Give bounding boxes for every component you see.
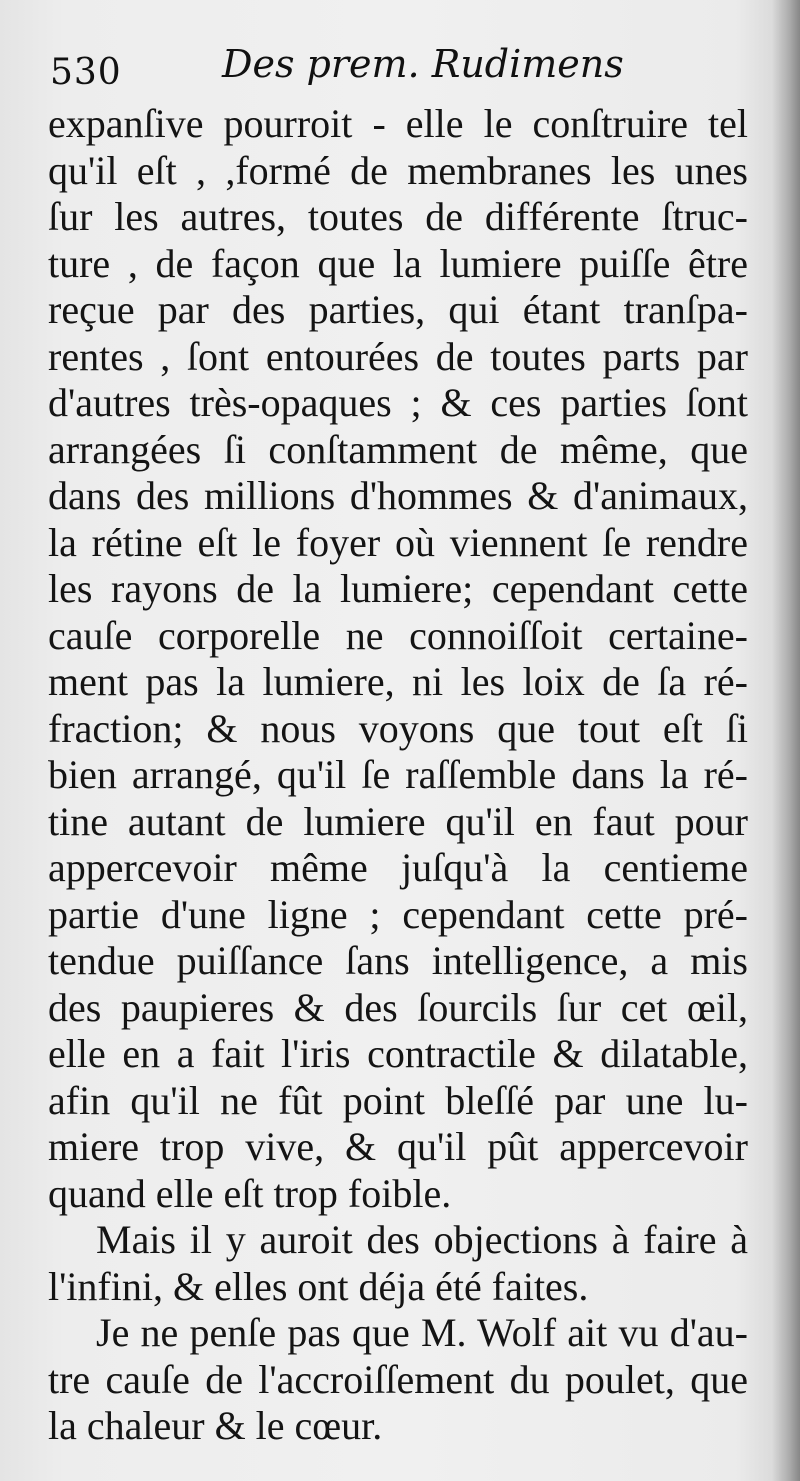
text-line: ment pas la lumiere, ni les loix de ſa ré- bbox=[48, 659, 748, 704]
text-line: bien arrangé, qu'il ſe raſſemble dans la ré- bbox=[48, 752, 748, 797]
text-line: ſur les autres, toutes de différente ſtruc- bbox=[48, 194, 748, 239]
paragraph bbox=[48, 101, 748, 1217]
text-line: cauſe corporelle ne connoiſſoit certaine- bbox=[48, 612, 748, 658]
text-line: elle en a fait l'iris contractile & dilatable, bbox=[48, 1031, 748, 1076]
text-line: appercevoir même juſqu'à la centieme bbox=[48, 845, 748, 890]
text-line: l'infini, & elles ont déja été faites. bbox=[48, 1263, 589, 1309]
text-line: Je ne penſe pas que M. Wolf ait vu d'au- bbox=[96, 1310, 748, 1355]
text-line: ture , de façon que la lumiere puiſſe être bbox=[48, 240, 748, 286]
text-line: tine autant de lumiere qu'il en faut pour bbox=[48, 798, 748, 844]
text-line: dans des millions d'hommes & d'animaux, bbox=[48, 473, 748, 518]
text-line: reçue par des parties, qui étant tranſpa- bbox=[48, 287, 748, 332]
text-line: des paupieres & des ſourcils ſur cet œil, bbox=[48, 984, 748, 1030]
text-line: tendue puiſſance ſans intelligence, a mis bbox=[48, 938, 748, 983]
text-line: les rayons de la lumiere; cependant cette bbox=[48, 566, 748, 611]
paragraph bbox=[48, 1310, 748, 1450]
page-header bbox=[50, 42, 750, 102]
text-line: afin qu'il ne fût point bleſſé par une lu- bbox=[48, 1077, 748, 1123]
spine-shadow bbox=[772, 0, 800, 1481]
text-line: quand elle eſt trop foible. bbox=[48, 1170, 452, 1216]
text-line: partie d'une ligne ; cependant cette pré- bbox=[48, 891, 748, 937]
text-line: qu'il eſt , ,formé de membranes les unes bbox=[48, 147, 748, 193]
page-number: 530 bbox=[50, 52, 122, 93]
text-line: la rétine eſt le foyer où viennent ſe rendre bbox=[48, 519, 748, 565]
text-line: d'autres très-opaques ; & ces parties ſont bbox=[48, 380, 748, 425]
text-line: tre cauſe de l'accroiſſement du poulet, que bbox=[48, 1356, 748, 1402]
text-line: arrangées ſi conſtamment de même, que bbox=[48, 426, 748, 472]
running-title: Des prem. Rudimens bbox=[222, 42, 624, 86]
text-line: la chaleur & le cœur. bbox=[48, 1403, 383, 1448]
body-text bbox=[48, 101, 748, 1450]
text-line: Mais il y auroit des objections à faire à bbox=[96, 1217, 748, 1262]
text-line: rentes , ſont entourées de toutes parts par bbox=[48, 333, 748, 379]
paragraph bbox=[48, 1217, 748, 1310]
text-line: miere trop vive, & qu'il pût appercevoir bbox=[48, 1124, 748, 1169]
text-line: expanſive pourroit - elle le conſtruire tel bbox=[48, 101, 748, 146]
text-line: fraction; & nous voyons que tout eſt ſi bbox=[48, 705, 748, 751]
